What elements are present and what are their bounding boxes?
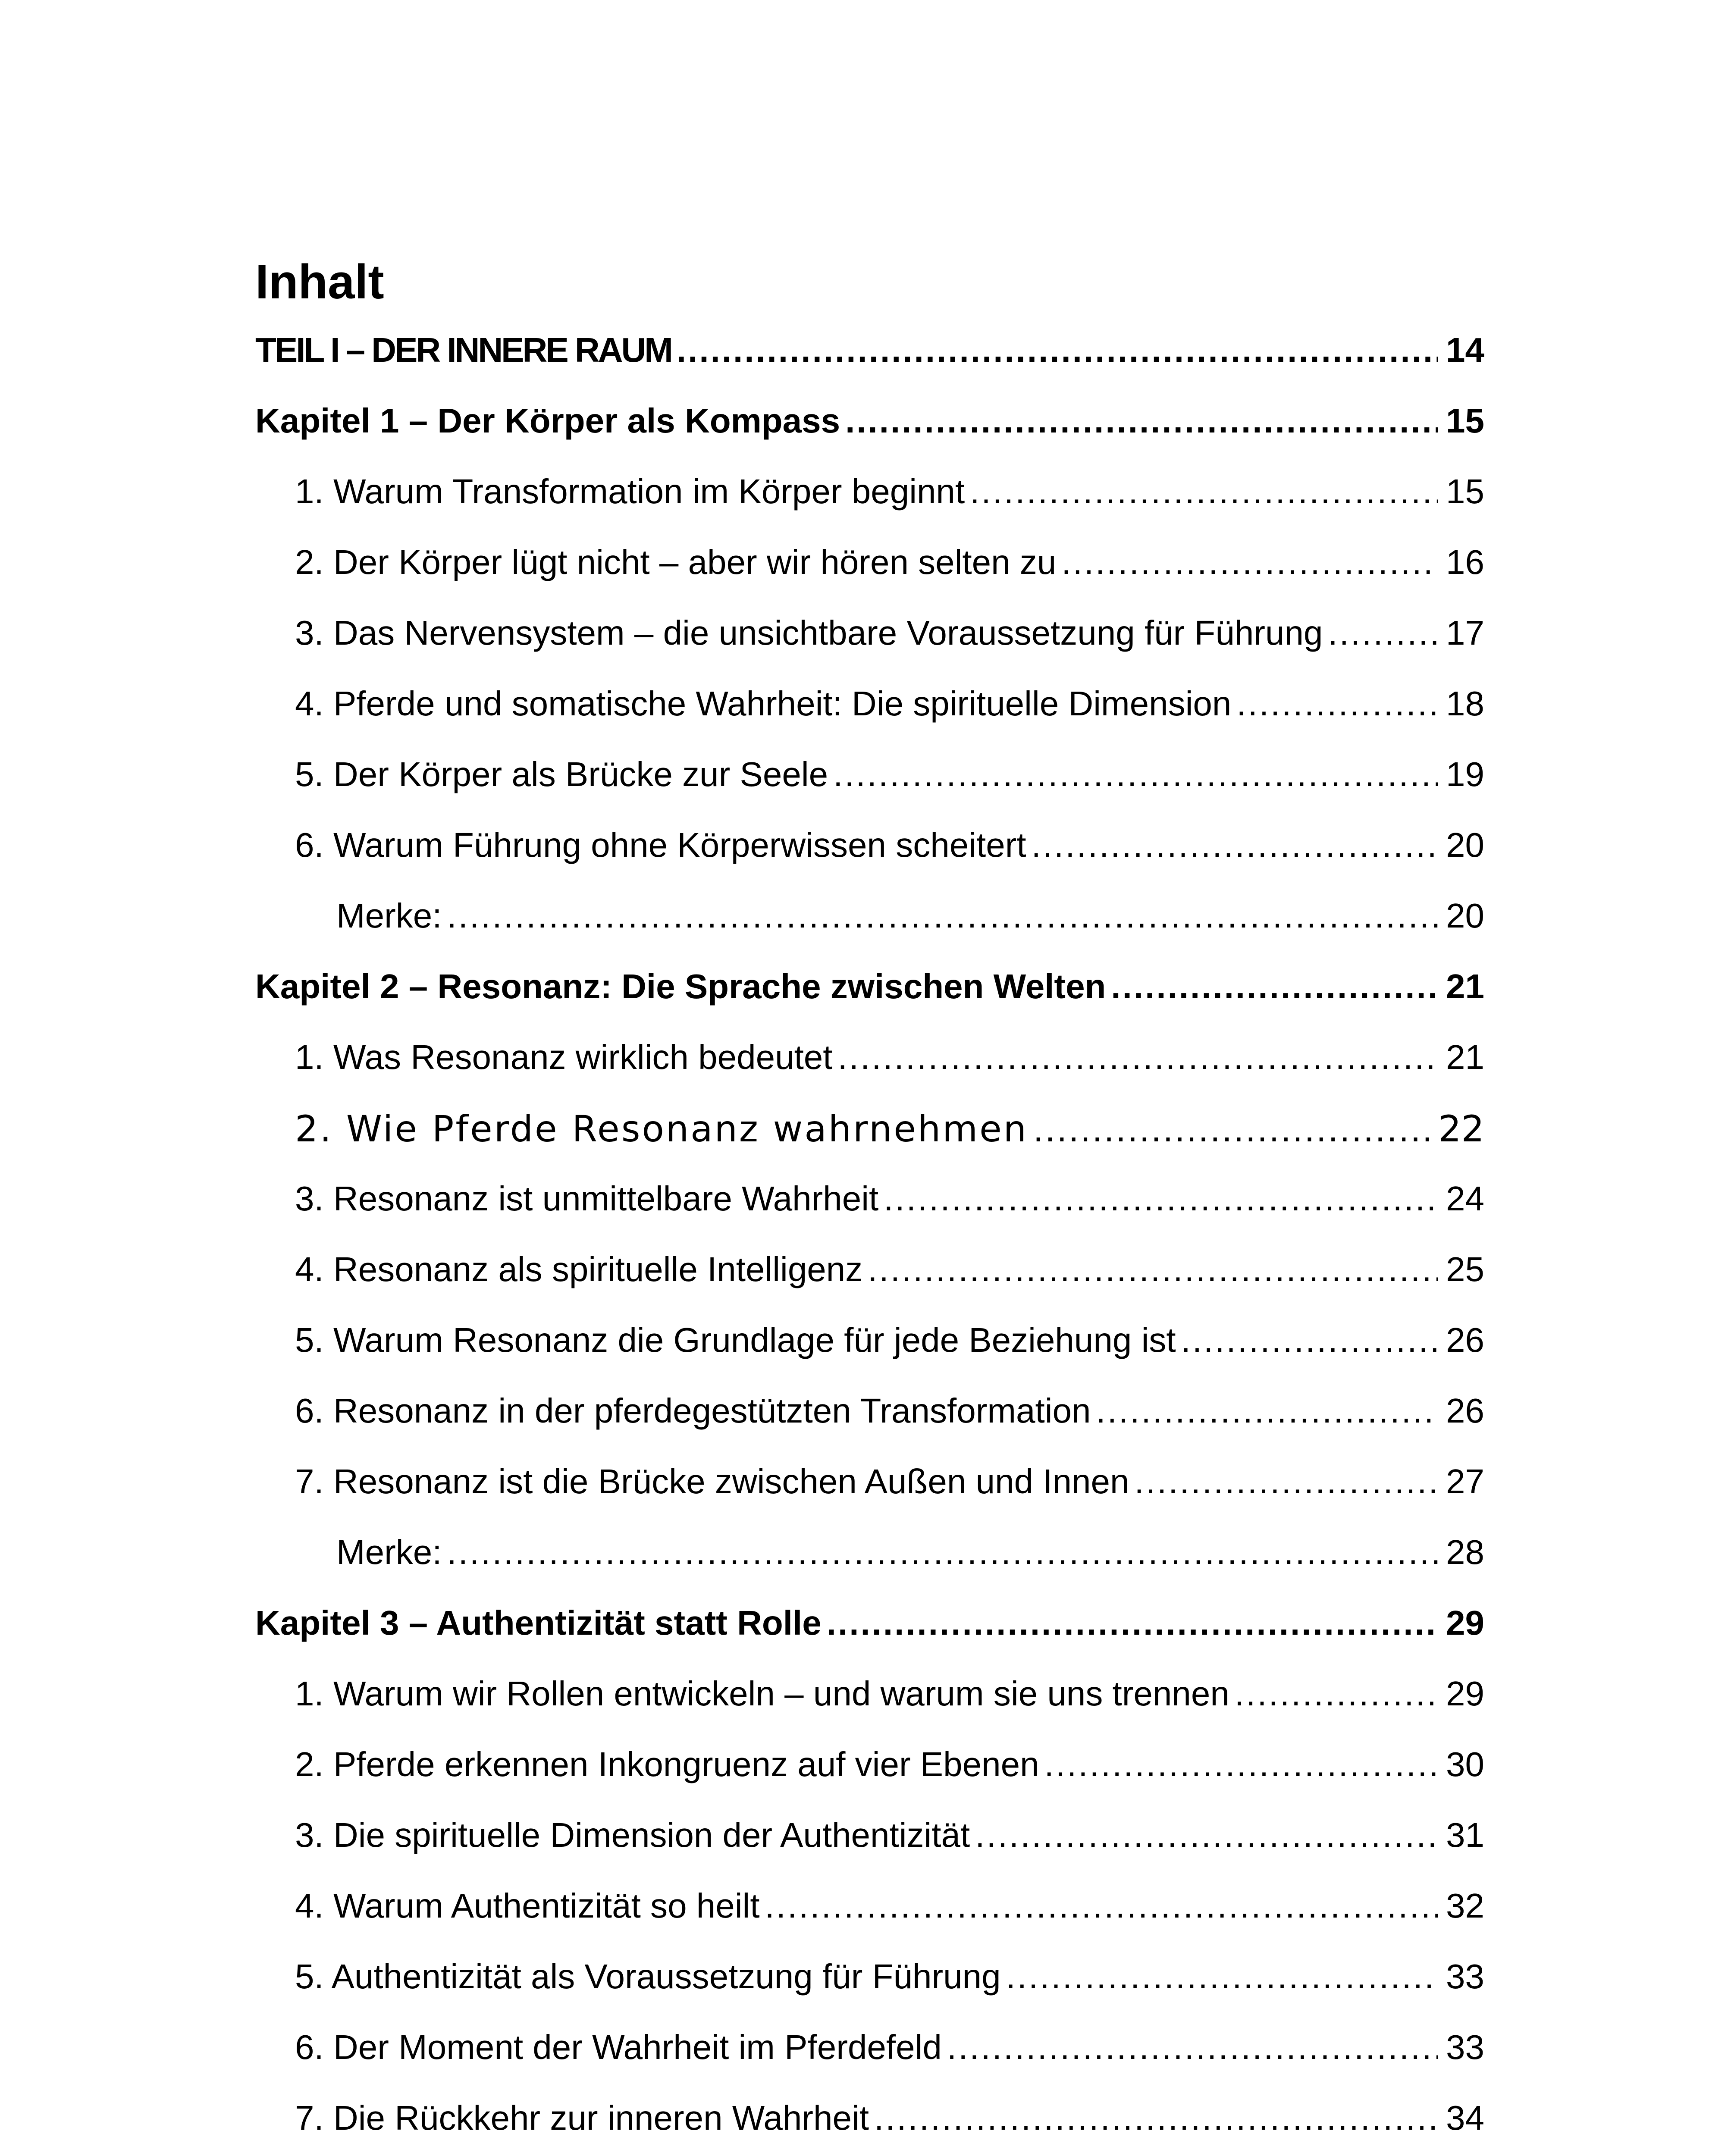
toc-entry-label: 4. Resonanz als spirituelle Intelligenz [295,1250,863,1288]
toc-entry-label: Kapitel 2 – Resonanz: Die Sprache zwischen Welten [255,967,1106,1006]
toc-entry-label: 6. Resonanz in der pferdegestützten Transformation [295,1391,1091,1430]
toc-entry-label: TEIL I – DER INNERE RAUM [255,331,671,369]
toc-entry-section [255,1108,1484,1181]
toc-entry-page: 20 [1446,896,1484,935]
dot-leader [1135,1464,1438,1499]
dot-leader [845,404,1438,438]
toc-entry-section [255,1818,1484,1889]
toc-entry-label: Kapitel 1 – Der Körper als Kompass [255,401,840,440]
toc-entry-label: 7. Resonanz ist die Brücke zwischen Außen und Innen [295,1462,1129,1501]
dot-leader [447,1535,1438,1570]
toc-entry-label: 3. Die spirituelle Dimension der Authentizität [295,1816,970,1854]
toc-entry-section [255,1959,1484,2030]
toc-entry-note [255,896,1484,969]
toc-entry-section [255,616,1484,686]
dot-leader [874,2101,1438,2135]
toc-entry-label: 1. Warum Transformation im Körper beginnt [295,472,965,511]
dot-leader [827,1606,1438,1640]
toc-entry-label: 5. Authentizität als Voraussetzung für Führung [295,1957,1001,1996]
toc-entry-part [255,333,1484,404]
toc-entry-section [255,1181,1484,1252]
toc-entry-label: 6. Warum Führung ohne Körperwissen scheitert [295,826,1026,864]
toc-entry-page: 22 [1438,1108,1484,1150]
dot-leader [838,1040,1438,1075]
toc-entry-section [255,545,1484,616]
dot-leader [1006,1959,1438,1994]
toc-entry-page: 30 [1446,1745,1484,1783]
dot-leader [970,474,1438,509]
toc-entry-chapter [255,401,1484,474]
toc-entry-page: 31 [1446,1816,1484,1854]
toc-entry-section [255,1391,1484,1464]
dot-leader [1181,1323,1438,1357]
toc-entry-label: Merke: [336,1533,442,1571]
toc-entry-section [255,2030,1484,2101]
toc-entry-section [255,1674,1484,1747]
toc-entry-chapter [255,1606,1484,1677]
toc-entry-page: 20 [1446,826,1484,864]
toc-entry-page: 24 [1446,1179,1484,1218]
toc-entry-section [255,1252,1484,1323]
dot-leader [677,333,1438,367]
dot-leader [1328,616,1438,650]
toc-entry-label: 6. Der Moment der Wahrheit im Pferdefeld [295,2028,942,2066]
toc-entry-section [255,474,1484,545]
toc-entry-page: 15 [1446,472,1484,511]
toc-entry-label: Merke: [336,896,442,935]
dot-leader [1044,1747,1438,1782]
toc-entry-page: 21 [1446,967,1484,1006]
dot-leader [1235,1677,1438,1711]
toc-entry-page: 33 [1446,2028,1484,2066]
toc-entry-page: 14 [1446,331,1484,369]
toc-entry-section [255,1323,1484,1394]
toc-entry-page: 33 [1446,1957,1484,1996]
toc-entry-chapter [255,969,1484,1040]
toc-entry-label: Kapitel 3 – Authentizität statt Rolle [255,1604,822,1642]
toc-entry-page: 25 [1446,1250,1484,1288]
toc-entry-section [255,1464,1484,1535]
toc-entry-page: 15 [1446,401,1484,440]
table-of-contents [255,333,1484,2156]
toc-entry-page: 16 [1446,543,1484,581]
toc-entry-section [255,1040,1484,1111]
dot-leader [975,1818,1438,1852]
toc-entry-page: 32 [1446,1887,1484,1925]
toc-entry-label: 2. Pferde erkennen Inkongruenz auf vier Ebenen [295,1745,1039,1783]
toc-entry-label: 4. Pferde und somatische Wahrheit: Die spirituelle Dimension [295,684,1232,723]
toc-entry-label: 7. Die Rückkehr zur inneren Wahrheit [295,2099,869,2137]
toc-entry-page: 26 [1446,1321,1484,1359]
toc-entry-label: 2. Der Körper lügt nicht – aber wir hören selten zu [295,543,1057,581]
toc-entry-section [255,1747,1484,1818]
dot-leader [447,899,1438,933]
toc-entry-label: 2. Wie Pferde Resonanz wahrnehmen [295,1108,1028,1150]
toc-entry-section [255,757,1484,828]
dot-leader [1032,828,1438,862]
toc-entry-page: 26 [1446,1391,1484,1430]
toc-entry-page: 28 [1446,1533,1484,1571]
dot-leader [833,757,1438,792]
toc-entry-label: 5. Warum Resonanz die Grundlage für jede Beziehung ist [295,1321,1176,1359]
toc-entry-label: 1. Warum wir Rollen entwickeln – und warum sie uns trennen [295,1674,1229,1713]
dot-leader [1096,1394,1438,1428]
toc-entry-page: 34 [1446,2099,1484,2137]
toc-entry-page: 19 [1446,755,1484,793]
toc-entry-section [255,2101,1484,2156]
toc-entry-label: 3. Das Nervensystem – die unsichtbare Voraussetzung für Führung [295,614,1323,652]
toc-entry-label: 1. Was Resonanz wirklich bedeutet [295,1038,833,1076]
toc-entry-label: 5. Der Körper als Brücke zur Seele [295,755,828,793]
toc-entry-page: 27 [1446,1462,1484,1501]
toc-entry-page: 29 [1446,1604,1484,1642]
dot-leader [1061,545,1438,580]
toc-entry-label: 4. Warum Authentizität so heilt [295,1887,760,1925]
toc-heading: Inhalt [255,255,384,309]
dot-leader [868,1252,1438,1287]
toc-entry-section [255,686,1484,757]
toc-entry-page: 18 [1446,684,1484,723]
toc-entry-note [255,1535,1484,1606]
dot-leader [947,2030,1438,2065]
dot-leader [1236,686,1438,721]
dot-leader [765,1889,1438,1923]
toc-entry-label: 3. Resonanz ist unmittelbare Wahrheit [295,1179,879,1218]
dot-leader [1033,1111,1433,1147]
toc-entry-page: 29 [1446,1674,1484,1713]
toc-entry-page: 21 [1446,1038,1484,1076]
toc-entry-page: 17 [1446,614,1484,652]
dot-leader [884,1181,1438,1216]
toc-entry-section [255,1889,1484,1959]
dot-leader [1111,969,1438,1004]
toc-entry-section [255,828,1484,899]
